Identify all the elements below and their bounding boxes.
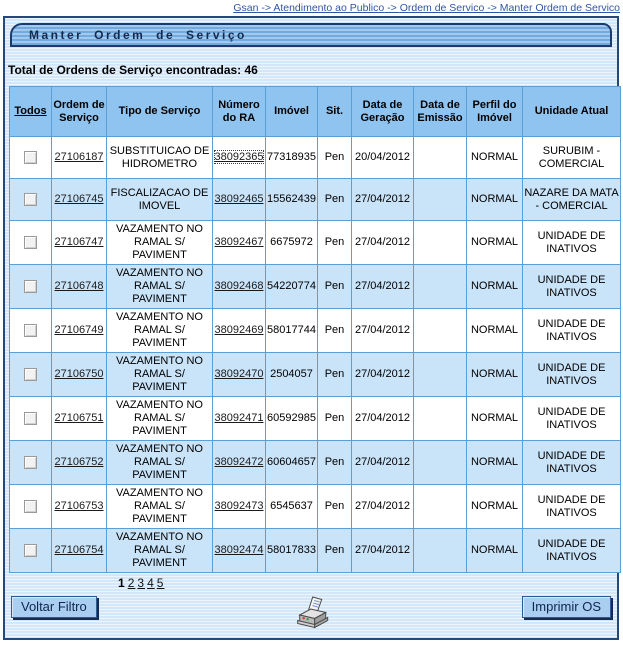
ra-number-link[interactable]: 38092468: [214, 280, 264, 292]
row-checkbox[interactable]: [24, 544, 37, 557]
breadcrumb-separator: ->: [484, 2, 500, 14]
breadcrumb-link-ordem-servico[interactable]: Ordem de Servico: [399, 2, 485, 14]
order-number-link[interactable]: 27106749: [54, 324, 104, 336]
order-number-link[interactable]: 27106750: [54, 368, 104, 380]
printer-icon[interactable]: [296, 596, 330, 629]
service-type-cell: VAZAMENTO NO RAMAL S/ PAVIMENT: [107, 529, 213, 573]
order-number-link[interactable]: 27106748: [54, 280, 104, 292]
profile-cell: NORMAL: [467, 309, 523, 353]
voltar-filtro-button[interactable]: Voltar Filtro: [11, 596, 97, 618]
imovel-cell: 15562439: [266, 179, 318, 221]
service-type-cell: VAZAMENTO NO RAMAL S/ PAVIMENT: [107, 485, 213, 529]
profile-cell: NORMAL: [467, 353, 523, 397]
imovel-cell: 6545637: [266, 485, 318, 529]
service-type-cell: VAZAMENTO NO RAMAL S/ PAVIMENT: [107, 221, 213, 265]
current-unit-cell: UNIDADE DE INATIVOS: [523, 441, 621, 485]
situation-cell: Pen: [318, 137, 352, 179]
situation-cell: Pen: [318, 353, 352, 397]
breadcrumb-link-manter-ordem[interactable]: Manter Ordem de Servico: [499, 2, 620, 14]
emission-date-cell: [414, 353, 467, 397]
situation-cell: Pen: [318, 309, 352, 353]
profile-cell: NORMAL: [467, 221, 523, 265]
generation-date-cell: 27/04/2012: [352, 353, 414, 397]
current-unit-cell: UNIDADE DE INATIVOS: [523, 309, 621, 353]
situation-cell: Pen: [318, 397, 352, 441]
profile-cell: NORMAL: [467, 485, 523, 529]
row-checkbox[interactable]: [24, 151, 37, 164]
imovel-cell: 60592985: [266, 397, 318, 441]
ra-number-link[interactable]: 38092365: [214, 151, 264, 163]
page-title: Manter Ordem de Serviço: [10, 23, 612, 47]
service-orders-table: [9, 86, 621, 573]
main-panel: [3, 16, 619, 640]
imovel-cell: 58017744: [266, 309, 318, 353]
situation-cell: Pen: [318, 529, 352, 573]
ra-number-link[interactable]: 38092470: [214, 368, 264, 380]
table-row: [10, 265, 621, 309]
order-number-link[interactable]: 27106752: [54, 456, 104, 468]
column-header-imovel: Imóvel: [266, 87, 318, 137]
table-row: [10, 529, 621, 573]
ra-number-link[interactable]: 38092471: [214, 412, 264, 424]
emission-date-cell: [414, 137, 467, 179]
generation-date-cell: 27/04/2012: [352, 529, 414, 573]
ra-number-link[interactable]: 38092472: [214, 456, 264, 468]
column-header-unidade: Unidade Atual: [523, 87, 621, 137]
ra-number-link[interactable]: 38092465: [214, 193, 264, 205]
generation-date-cell: 27/04/2012: [352, 309, 414, 353]
breadcrumb: [0, 0, 623, 15]
row-checkbox[interactable]: [24, 412, 37, 425]
order-number-link[interactable]: 27106751: [54, 412, 104, 424]
row-checkbox[interactable]: [24, 368, 37, 381]
profile-cell: NORMAL: [467, 265, 523, 309]
row-checkbox[interactable]: [24, 193, 37, 206]
footer-bar: [11, 596, 611, 630]
pagination-page-link[interactable]: 5: [156, 576, 165, 590]
current-unit-cell: UNIDADE DE INATIVOS: [523, 485, 621, 529]
table-row: [10, 137, 621, 179]
emission-date-cell: [414, 221, 467, 265]
profile-cell: NORMAL: [467, 529, 523, 573]
imprimir-os-button[interactable]: Imprimir OS: [522, 596, 611, 618]
row-checkbox[interactable]: [24, 324, 37, 337]
emission-date-cell: [414, 179, 467, 221]
table-header-row: [10, 87, 621, 137]
service-type-cell: VAZAMENTO NO RAMAL S/ PAVIMENT: [107, 309, 213, 353]
column-header-perfil: Perfil do Imóvel: [467, 87, 523, 137]
current-unit-cell: SURUBIM - COMERCIAL: [523, 137, 621, 179]
imovel-cell: 58017833: [266, 529, 318, 573]
row-checkbox[interactable]: [24, 456, 37, 469]
order-number-link[interactable]: 27106754: [54, 544, 104, 556]
generation-date-cell: 27/04/2012: [352, 397, 414, 441]
column-header-todos: [10, 87, 52, 137]
table-row: [10, 397, 621, 441]
column-header-sit: Sit.: [318, 87, 352, 137]
ra-number-link[interactable]: 38092474: [214, 544, 264, 556]
breadcrumb-link-gsan[interactable]: Gsan: [233, 2, 259, 14]
row-checkbox[interactable]: [24, 236, 37, 249]
generation-date-cell: 20/04/2012: [352, 137, 414, 179]
pagination-page-link[interactable]: 3: [137, 576, 146, 590]
situation-cell: Pen: [318, 179, 352, 221]
service-type-cell: VAZAMENTO NO RAMAL S/ PAVIMENT: [107, 353, 213, 397]
imovel-cell: 60604657: [266, 441, 318, 485]
select-all-link[interactable]: Todos: [14, 105, 47, 117]
table-row: [10, 441, 621, 485]
profile-cell: NORMAL: [467, 441, 523, 485]
emission-date-cell: [414, 441, 467, 485]
generation-date-cell: 27/04/2012: [352, 221, 414, 265]
breadcrumb-link-atendimento[interactable]: Atendimento ao Publico: [273, 2, 385, 14]
current-unit-cell: NAZARE DA MATA - COMERCIAL: [523, 179, 621, 221]
situation-cell: Pen: [318, 265, 352, 309]
emission-date-cell: [414, 265, 467, 309]
ra-number-link[interactable]: 38092473: [214, 500, 264, 512]
breadcrumb-separator: ->: [258, 2, 274, 14]
current-unit-cell: UNIDADE DE INATIVOS: [523, 529, 621, 573]
profile-cell: NORMAL: [467, 137, 523, 179]
imovel-cell: 2504057: [266, 353, 318, 397]
imovel-cell: 54220774: [266, 265, 318, 309]
service-type-cell: FISCALIZACAO DE IMOVEL: [107, 179, 213, 221]
service-type-cell: SUBSTITUICAO DE HIDROMETRO: [107, 137, 213, 179]
table-row: [10, 179, 621, 221]
current-unit-cell: UNIDADE DE INATIVOS: [523, 221, 621, 265]
service-type-cell: VAZAMENTO NO RAMAL S/ PAVIMENT: [107, 265, 213, 309]
table-row: [10, 221, 621, 265]
order-number-link[interactable]: 27106745: [54, 193, 104, 205]
column-header-tipo: Tipo de Serviço: [107, 87, 213, 137]
pagination-page-link[interactable]: 2: [127, 576, 136, 590]
column-header-ra: Número do RA: [213, 87, 266, 137]
order-number-link[interactable]: 27106187: [54, 151, 104, 163]
pagination-current-page: 1: [118, 576, 126, 590]
situation-cell: Pen: [318, 441, 352, 485]
current-unit-cell: UNIDADE DE INATIVOS: [523, 353, 621, 397]
column-header-ordem: Ordem de Serviço: [52, 87, 107, 137]
breadcrumb-separator: ->: [384, 2, 400, 14]
current-unit-cell: UNIDADE DE INATIVOS: [523, 397, 621, 441]
profile-cell: NORMAL: [467, 179, 523, 221]
emission-date-cell: [414, 309, 467, 353]
imovel-cell: 77318935: [266, 137, 318, 179]
generation-date-cell: 27/04/2012: [352, 485, 414, 529]
column-header-emissao: Data de Emissão: [414, 87, 467, 137]
table-row: [10, 353, 621, 397]
service-type-cell: VAZAMENTO NO RAMAL S/ PAVIMENT: [107, 397, 213, 441]
situation-cell: Pen: [318, 221, 352, 265]
emission-date-cell: [414, 485, 467, 529]
total-count-text: Total de Ordens de Serviço encontradas: 46: [8, 63, 258, 77]
table-row: [10, 309, 621, 353]
service-type-cell: VAZAMENTO NO RAMAL S/ PAVIMENT: [107, 441, 213, 485]
column-header-geracao: Data de Geração: [352, 87, 414, 137]
generation-date-cell: 27/04/2012: [352, 441, 414, 485]
imovel-cell: 6675972: [266, 221, 318, 265]
ra-number-link[interactable]: 38092467: [214, 236, 264, 248]
row-checkbox[interactable]: [24, 500, 37, 513]
generation-date-cell: 27/04/2012: [352, 179, 414, 221]
emission-date-cell: [414, 529, 467, 573]
emission-date-cell: [414, 397, 467, 441]
pagination: [5, 576, 617, 590]
order-number-link[interactable]: 27106753: [54, 500, 104, 512]
ra-number-link[interactable]: 38092469: [214, 324, 264, 336]
current-unit-cell: UNIDADE DE INATIVOS: [523, 265, 621, 309]
situation-cell: Pen: [318, 485, 352, 529]
order-number-link[interactable]: 27106747: [54, 236, 104, 248]
profile-cell: NORMAL: [467, 397, 523, 441]
pagination-page-link[interactable]: 4: [147, 576, 155, 590]
table-row: [10, 485, 621, 529]
generation-date-cell: 27/04/2012: [352, 265, 414, 309]
row-checkbox[interactable]: [24, 280, 37, 293]
